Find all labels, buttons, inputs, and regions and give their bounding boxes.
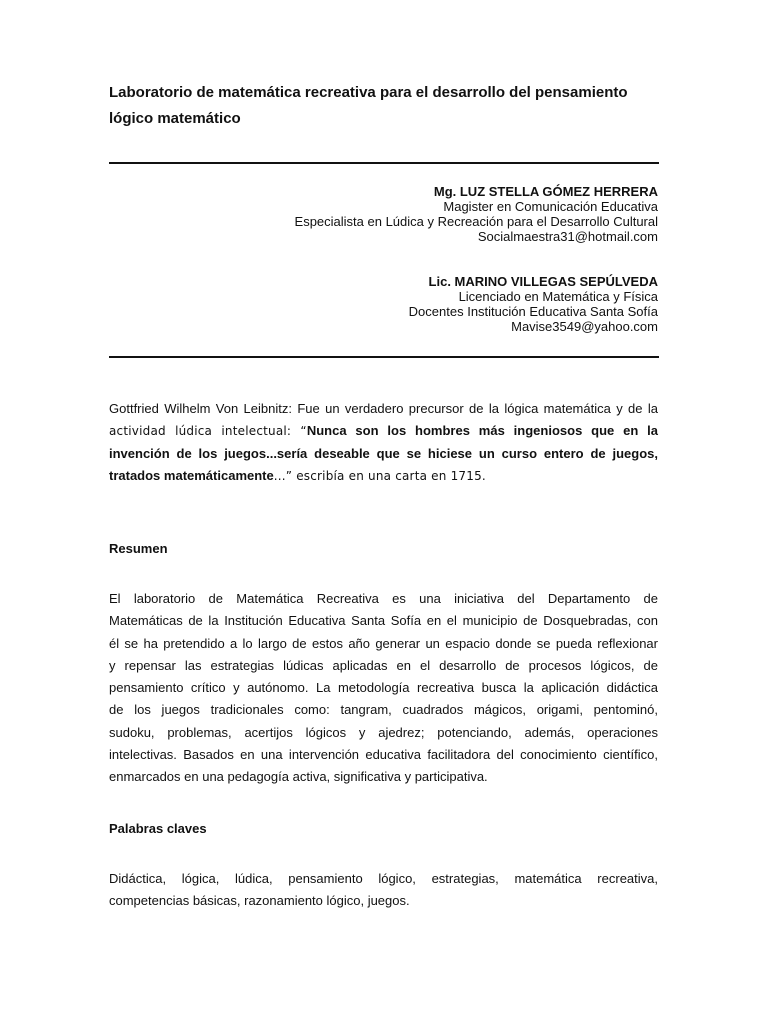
author-institution: Docentes Institución Educativa Santa Sofía	[408, 304, 658, 319]
resumen-body	[109, 588, 658, 789]
author-name: Lic. MARINO VILLEGAS SEPÚLVEDA	[428, 274, 658, 289]
quote-bold-text: invención de los juegos...sería deseable que se hiciese un curso entero de juegos,	[109, 445, 658, 461]
author-specialty: Especialista en Lúdica y Recreación para el Desarrollo Cultural	[294, 214, 658, 229]
quote-line: Gottfried Wilhelm Von Leibnitz: Fue un verdadero precursor de la lógica matemática y de la	[109, 401, 658, 416]
author-name: Mg. LUZ STELLA GÓMEZ HERRERA	[433, 184, 658, 199]
top-divider	[109, 162, 659, 164]
quote-attribution: ...” escribía en una carta en 1715.	[273, 468, 486, 483]
title-line-2: lógico matemático	[109, 110, 241, 127]
bottom-divider	[109, 356, 659, 358]
resumen-line: de los juegos tradicionales como: tangram, cuadrados mágicos, origami, pentominó,	[109, 702, 658, 718]
quote-intro: actividad lúdica intelectual: “	[109, 424, 307, 439]
document-title	[109, 80, 658, 132]
resumen-line: enmarcados en una pedagogía activa, significativa y participativa.	[109, 769, 488, 785]
quote-line	[109, 443, 658, 465]
author-block-1	[295, 184, 658, 244]
author-email: Socialmaestra31@hotmail.com	[477, 229, 658, 244]
keywords-body	[109, 868, 658, 913]
resumen-line: intelectivas. Basados en una intervención educativa facilitadora del conocimiento científico,	[109, 747, 658, 763]
resumen-heading: Resumen	[109, 541, 168, 556]
author-degree: Licenciado en Matemática y Física	[458, 289, 658, 304]
resumen-line: Matemáticas de la Institución Educativa Santa Sofía en el municipio de Dosquebradas, con	[109, 613, 658, 629]
title-line-1: Laboratorio de matemática recreativa para el desarrollo del pensamiento	[109, 84, 628, 101]
author-degree: Magister en Comunicación Educativa	[443, 199, 658, 214]
quote-line	[109, 465, 658, 487]
keywords-heading: Palabras claves	[109, 821, 207, 836]
resumen-line: él se ha pretendido a lo largo de estos año generar un espacio donde se pueda reflexionar	[109, 635, 658, 651]
resumen-line: y repensar las estrategias lúdicas aplicadas en el desarrollo de procesos lógicos, de	[109, 657, 658, 673]
keywords-line: competencias básicas, razonamiento lógico, juegos.	[109, 893, 410, 909]
resumen-line: pensamiento crítico y autónomo. La metodología recreativa busca la aplicación didáctica	[109, 680, 658, 696]
author-email: Mavise3549@yahoo.com	[511, 319, 658, 334]
resumen-line: sudoku, problemas, acertijos lógicos y ajedrez; potenciando, además, operaciones	[109, 724, 658, 740]
quote-line	[109, 420, 658, 442]
quote-bold-text: tratados matemáticamente	[109, 467, 274, 483]
keywords-line: Didáctica, lógica, lúdica, pensamiento lógico, estrategias, matemática recreativa,	[109, 871, 658, 886]
resumen-line: El laboratorio de Matemática Recreativa es una iniciativa del Departamento de	[109, 591, 658, 606]
leibnitz-quote	[109, 398, 658, 487]
quote-bold-text: Nunca son los hombres más ingeniosos que en la	[306, 423, 658, 439]
author-block-2	[409, 274, 658, 334]
